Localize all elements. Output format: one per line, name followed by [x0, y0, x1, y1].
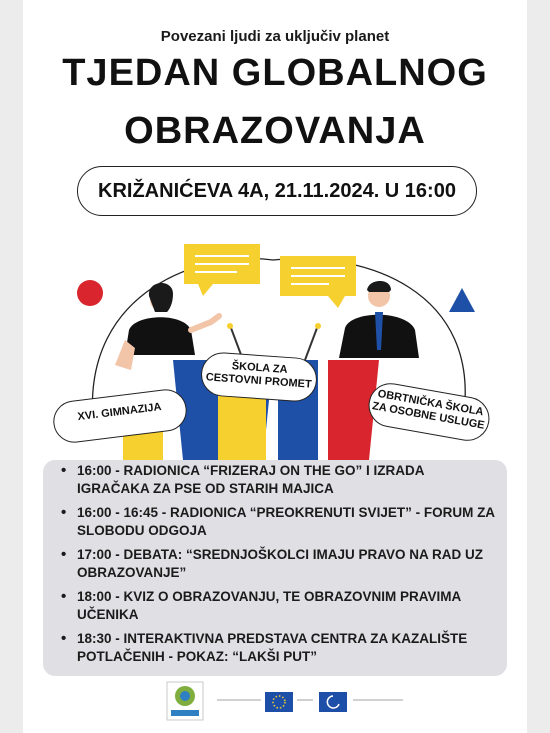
schedule-item: • 18:30 - INTERAKTIVNA PREDSTAVA CENTRA ZA KAZALIŠTE POTLAČENIH - POKAZ: “LAKŠI PUT”: [59, 630, 499, 666]
school-label-gimnazija: XVI. GIMNAZIJA: [51, 387, 189, 445]
school-label-cestovni-promet: ŠKOLA ZA CESTOVNI PROMET: [200, 351, 319, 403]
speech-bubble-right-icon: [280, 256, 356, 308]
schedule-box: [43, 460, 507, 676]
schedule-item: • 16:00 - RADIONICA “FRIZERAJ ON THE GO” I IZRADA IGRAČAKA ZA PSE OD STARIH MAJICA: [59, 462, 499, 498]
poster-title-line2: OBRAZOVANJA: [124, 110, 426, 152]
sponsor-logos: [163, 680, 463, 725]
debate-illustration: [23, 230, 527, 460]
eu-flag-logo-icon: [265, 692, 293, 712]
school-label-obrtnicka: OBRTNIČKA ŠKOLA ZA OSOBNE USLUGE: [365, 380, 493, 445]
poster-title-line1: TJEDAN GLOBALNOG: [62, 52, 488, 94]
schedule-item: • 17:00 - DEBATA: “SREDNJOŠKOLCI IMAJU PRAVO NA RAD UZ OBRAZOVANJE”: [59, 546, 499, 582]
council-of-europe-logo-icon: [319, 692, 347, 712]
event-location-date: KRIŽANIĆEVA 4A, 21.11.2024. U 16:00: [77, 166, 477, 216]
schedule-item: • 18:00 - KVIZ O OBRAZOVANJU, TE OBRAZOVNIM PRAVIMA UČENIKA: [59, 588, 499, 624]
poster-subtitle: Povezani ljudi za uključiv planet: [160, 28, 390, 45]
speech-bubble-left-icon: [184, 244, 260, 296]
schedule-item: • 16:00 - 16:45 - RADIONICA “PREOKRENUTI SVIJET” - FORUM ZA SLOBODU ODGOJA: [59, 504, 499, 540]
sponsor-logos-graphic: [163, 680, 463, 725]
schedule-list: [43, 460, 507, 666]
female-speaker-figure: [115, 283, 219, 370]
event-poster: [23, 0, 527, 733]
blue-triangle-shape: [449, 288, 475, 312]
red-circle-shape: [77, 280, 103, 306]
north-south-centre-seal-icon: [167, 682, 203, 720]
